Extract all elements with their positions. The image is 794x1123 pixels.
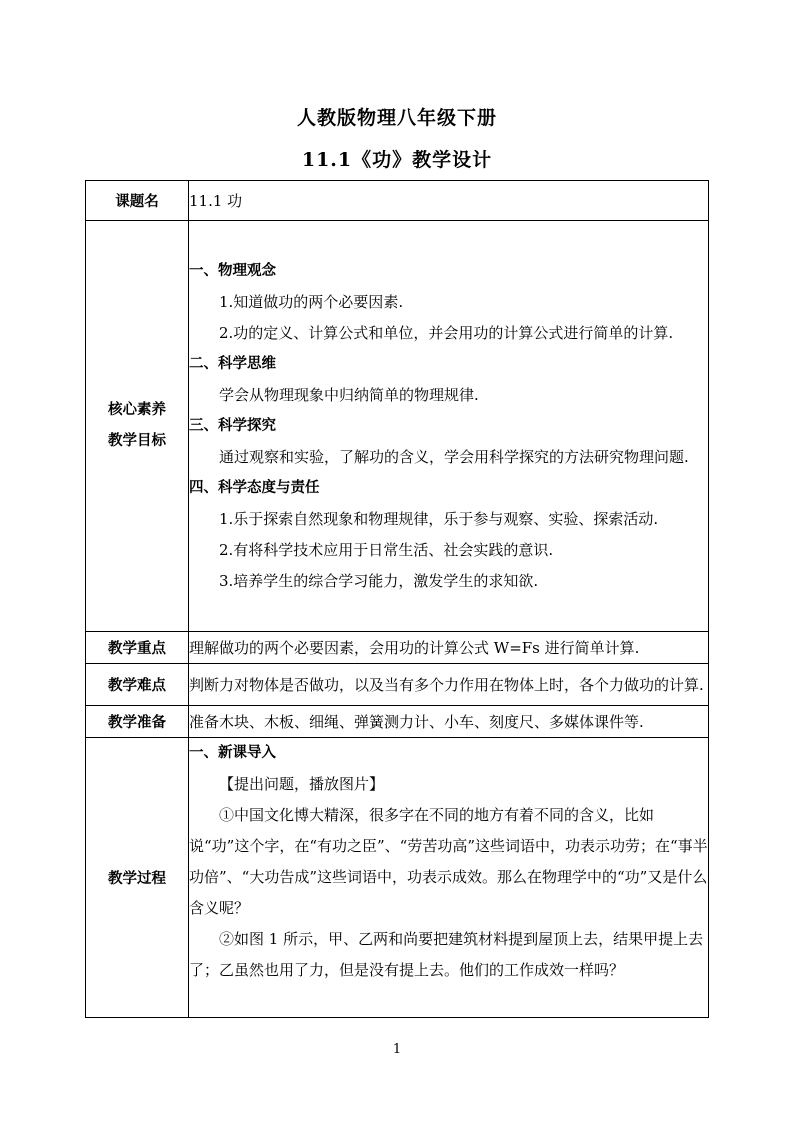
preparation-value: 准备木块、木板、细绳、弹簧测力计、小车、刻度尺、多媒体课件等. [189, 706, 709, 738]
lesson-plan-table [85, 180, 709, 1018]
goals-heading-1: 一、物理观念 [189, 262, 276, 279]
difficulty-value: 判断力对物体是否做功，以及当有多个力作用在物体上时，各个力做功的计算. [189, 664, 709, 706]
goals-label [86, 221, 189, 632]
goals-item: 学会从物理现象中归纳简单的物理规律. [219, 385, 479, 404]
page-number: 1 [392, 1042, 402, 1057]
process-paragraph: ②如图 1 所示，甲、乙两和尚要把建筑材料提到屋顶上去，结果甲提上去了；乙虽然也用了力，但是没有提上去。他们的工作成效一样吗？ [189, 930, 704, 979]
table-row-process [86, 738, 709, 1018]
key-points-label: 教学重点 [86, 632, 189, 664]
goals-item: 3.培养学生的综合学习能力，激发学生的求知欲. [219, 571, 539, 590]
goals-heading-4: 四、科学态度与责任 [189, 479, 320, 496]
table-row-topic [86, 181, 709, 221]
table-row-difficulty [86, 664, 709, 706]
goals-label-line1: 核心素养 [108, 402, 166, 418]
goals-item: 1.知道做功的两个必要因素. [219, 292, 404, 311]
table-row-preparation [86, 706, 709, 738]
process-heading-1: 一、新课导入 [189, 745, 276, 761]
key-points-value: 理解做功的两个必要因素，会用功的计算公式 W=Fs 进行简单计算. [189, 632, 709, 664]
preparation-label: 教学准备 [86, 706, 189, 738]
topic-value: 11.1 功 [189, 181, 709, 221]
table-row-key-points [86, 632, 709, 664]
process-label: 教学过程 [86, 738, 189, 1018]
process-paragraph: ①中国文化博大精深，很多字在不同的地方有着不同的含义，比如说“功”这个字，在“有功之臣”、“劳苦功高”这些词语中，功表示功劳；在“事半功倍”、“大功告成”这些词语中，功表示成效。那么在物理学中的“功”又是什么含义呢？ [189, 806, 708, 917]
process-content [189, 738, 709, 1018]
goals-item: 2.功的定义、计算公式和单位，并会用功的计算公式进行简单的计算. [219, 323, 674, 342]
goals-item: 通过观察和实验，了解功的含义，学会用科学探究的方法研究物理问题. [219, 447, 689, 466]
goals-heading-3: 三、科学探究 [189, 417, 276, 434]
difficulty-label: 教学难点 [86, 664, 189, 706]
document-subtitle: 11.1《功》教学设计 [301, 149, 493, 171]
process-subheading: 【提出问题，播放图片】 [219, 775, 385, 793]
goals-item: 2.有将科学技术应用于日常生活、社会实践的意识. [219, 540, 554, 559]
document-title: 人教版物理八年级下册 [296, 107, 497, 129]
topic-label: 课题名 [86, 181, 189, 221]
goals-content [189, 221, 709, 632]
goals-heading-2: 二、科学思维 [189, 355, 276, 372]
goals-item: 1.乐于探索自然现象和物理规律，乐于参与观察、实验、探索活动. [219, 509, 659, 528]
table-row-goals [86, 221, 709, 632]
goals-label-line2: 教学目标 [108, 433, 166, 449]
